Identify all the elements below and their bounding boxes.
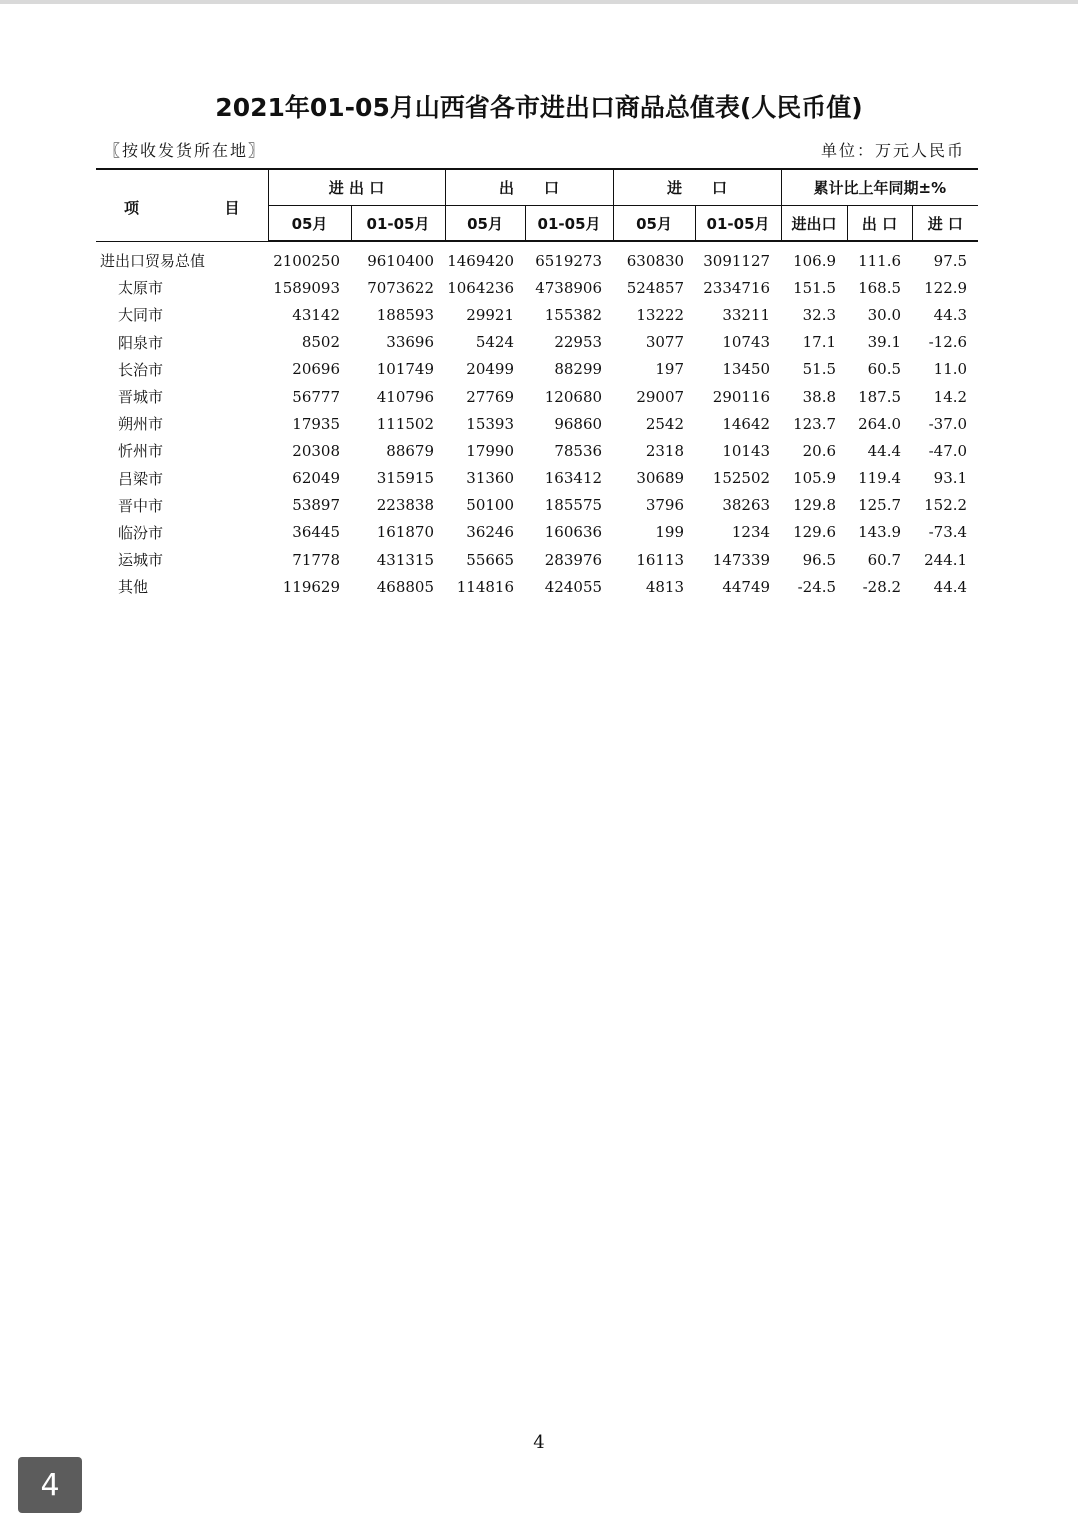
table-body (96, 241, 978, 600)
value-cell: 161870 (376, 523, 435, 542)
row-label: 阳泉市 (118, 333, 164, 352)
row-label: 晋城市 (118, 388, 164, 407)
item-column-header (96, 169, 268, 241)
value-cell: 32.3 (802, 305, 837, 324)
value-cell: 187.5 (858, 387, 902, 406)
subheader-cell: 01-05月 (525, 206, 613, 242)
value-cell: 223838 (376, 496, 435, 515)
value-cell: 53897 (292, 496, 340, 515)
value-cell: 43142 (292, 305, 340, 324)
group-header-total: 进 出 口 (268, 169, 445, 206)
value-cell: 4813 (645, 577, 685, 596)
value-cell: 60.5 (867, 360, 902, 379)
subheader-cell: 进出口 (781, 206, 847, 242)
value-cell: 27769 (466, 387, 515, 406)
item-label-mu: 目 (224, 199, 240, 217)
value-cell: 188593 (376, 305, 435, 324)
row-label: 进出口贸易总值 (100, 251, 206, 270)
value-cell: 50100 (466, 496, 515, 515)
value-cell: 2334716 (703, 278, 771, 297)
value-cell: 152.2 (924, 496, 968, 515)
value-cell: 1234 (731, 523, 771, 542)
subheader-cell: 05月 (268, 206, 351, 242)
value-cell: 151.5 (793, 278, 837, 297)
value-cell: 44.4 (867, 441, 902, 460)
value-cell: 17935 (292, 414, 340, 433)
value-cell: 6519273 (535, 251, 603, 270)
value-cell: 123.7 (793, 414, 837, 433)
table-row (96, 383, 978, 410)
value-cell: 38263 (722, 496, 771, 515)
value-cell: 78536 (554, 441, 603, 460)
value-cell: -73.4 (928, 523, 968, 542)
group-header-export: 出 口 (445, 169, 613, 206)
page-badge[interactable]: 4 (18, 1457, 82, 1513)
value-cell: 2318 (645, 441, 685, 460)
value-cell: 62049 (292, 469, 340, 488)
value-cell: 97.5 (933, 251, 968, 270)
page-title: 2021年01-05月山西省各市进出口商品总值表(人民币值) (215, 93, 863, 122)
subtitle-basis: 〖按收发货所在地〗 (104, 141, 267, 160)
value-cell: -12.6 (928, 333, 968, 352)
value-cell: 20696 (292, 360, 340, 379)
value-cell: 33211 (722, 305, 771, 324)
value-cell: 7073622 (367, 278, 435, 297)
value-cell: 129.6 (793, 523, 837, 542)
value-cell: -47.0 (928, 441, 968, 460)
value-cell: 431315 (376, 550, 435, 569)
value-cell: 71778 (292, 550, 340, 569)
trade-value-table (96, 168, 978, 600)
table-row (96, 274, 978, 301)
value-cell: 106.9 (793, 251, 837, 270)
value-cell: 44749 (722, 577, 771, 596)
subheader-cell: 进 口 (912, 206, 978, 242)
table-row (96, 465, 978, 492)
value-cell: 4738906 (535, 278, 603, 297)
top-edge-line (0, 0, 1078, 4)
row-label: 晋中市 (118, 496, 164, 515)
value-cell: 30689 (636, 469, 685, 488)
table-row (96, 546, 978, 573)
value-cell: 17.1 (802, 333, 837, 352)
value-cell: 2542 (645, 414, 685, 433)
value-cell: 55665 (466, 550, 515, 569)
value-cell: 36246 (466, 523, 515, 542)
value-cell: -28.2 (862, 577, 902, 596)
value-cell: 244.1 (924, 550, 968, 569)
value-cell: 17990 (466, 441, 515, 460)
value-cell: 199 (655, 523, 685, 542)
value-cell: 10143 (722, 441, 771, 460)
subtitle-unit: 单位：万元人民币 (820, 141, 965, 160)
value-cell: 10743 (722, 333, 771, 352)
value-cell: 119629 (282, 577, 340, 596)
subheader-cell: 出 口 (847, 206, 912, 242)
value-cell: 3077 (645, 333, 685, 352)
table-row (96, 410, 978, 437)
row-label: 其他 (118, 578, 149, 597)
value-cell: 197 (655, 360, 685, 379)
table-row (96, 437, 978, 464)
value-cell: 88679 (386, 441, 435, 460)
subheader-cell: 05月 (613, 206, 695, 242)
group-header-import: 进 口 (613, 169, 781, 206)
value-cell: 14.2 (933, 387, 968, 406)
value-cell: 264.0 (858, 414, 902, 433)
table-row (96, 492, 978, 519)
value-cell: 51.5 (802, 360, 837, 379)
item-label-xiang: 项 (124, 199, 140, 217)
value-cell: 44.4 (933, 577, 968, 596)
row-label: 吕梁市 (118, 469, 164, 488)
table-row (96, 301, 978, 328)
subheader-cell: 01-05月 (695, 206, 781, 242)
value-cell: 29007 (636, 387, 685, 406)
value-cell: 283976 (544, 550, 603, 569)
value-cell: 468805 (376, 577, 435, 596)
value-cell: 14642 (722, 414, 771, 433)
value-cell: 15393 (466, 414, 515, 433)
row-label: 大同市 (118, 306, 164, 325)
value-cell: -37.0 (928, 414, 968, 433)
value-cell: 143.9 (858, 523, 902, 542)
row-label: 临汾市 (118, 523, 164, 542)
value-cell: 160636 (544, 523, 603, 542)
value-cell: 111502 (376, 414, 435, 433)
value-cell: 152502 (712, 469, 771, 488)
value-cell: 88299 (554, 360, 603, 379)
value-cell: 9610400 (367, 251, 435, 270)
page-number: 4 (533, 1432, 545, 1453)
value-cell: 60.7 (867, 550, 902, 569)
value-cell: 33696 (386, 333, 435, 352)
value-cell: 168.5 (858, 278, 902, 297)
value-cell: 1064236 (447, 278, 515, 297)
table-row (96, 241, 978, 274)
value-cell: 11.0 (933, 360, 968, 379)
value-cell: 410796 (376, 387, 435, 406)
value-cell: 111.6 (858, 251, 902, 270)
value-cell: 20308 (292, 441, 340, 460)
value-cell: 155382 (544, 305, 603, 324)
value-cell: 5424 (475, 333, 515, 352)
value-cell: 44.3 (933, 305, 968, 324)
value-cell: 29921 (466, 305, 515, 324)
value-cell: 56777 (292, 387, 340, 406)
value-cell: 96.5 (802, 550, 837, 569)
row-label: 忻州市 (118, 442, 164, 461)
value-cell: 20499 (466, 360, 515, 379)
value-cell: 8502 (301, 333, 340, 352)
table-row (96, 573, 978, 600)
value-cell: 105.9 (793, 469, 837, 488)
row-label: 长治市 (118, 360, 164, 379)
value-cell: 119.4 (858, 469, 902, 488)
table-row (96, 329, 978, 356)
group-header-yoy: 累计比上年同期±% (781, 169, 978, 206)
value-cell: 1469420 (447, 251, 515, 270)
value-cell: 3796 (645, 496, 685, 515)
row-label: 太原市 (118, 279, 164, 298)
value-cell: 13222 (636, 305, 685, 324)
value-cell: 96860 (554, 414, 603, 433)
value-cell: 185575 (544, 496, 603, 515)
value-cell: 2100250 (273, 251, 340, 270)
value-cell: 13450 (722, 360, 771, 379)
value-cell: 38.8 (802, 387, 837, 406)
value-cell: 290116 (712, 387, 771, 406)
value-cell: -24.5 (797, 577, 837, 596)
value-cell: 3091127 (703, 251, 771, 270)
value-cell: 630830 (626, 251, 685, 270)
subheader-cell: 05月 (445, 206, 525, 242)
value-cell: 93.1 (933, 469, 968, 488)
table-row (96, 356, 978, 383)
value-cell: 147339 (712, 550, 771, 569)
value-cell: 114816 (456, 577, 515, 596)
row-label: 朔州市 (118, 415, 164, 434)
subheader-cell: 01-05月 (351, 206, 445, 242)
value-cell: 31360 (466, 469, 515, 488)
value-cell: 36445 (292, 523, 340, 542)
value-cell: 125.7 (858, 496, 902, 515)
value-cell: 315915 (376, 469, 435, 488)
value-cell: 129.8 (793, 496, 837, 515)
value-cell: 22953 (554, 333, 603, 352)
value-cell: 20.6 (802, 441, 837, 460)
value-cell: 524857 (626, 278, 685, 297)
value-cell: 120680 (544, 387, 603, 406)
table-row (96, 519, 978, 546)
value-cell: 16113 (636, 550, 685, 569)
value-cell: 424055 (544, 577, 603, 596)
value-cell: 101749 (376, 360, 435, 379)
value-cell: 122.9 (924, 278, 968, 297)
value-cell: 39.1 (867, 333, 902, 352)
value-cell: 1589093 (273, 278, 340, 297)
value-cell: 30.0 (867, 305, 902, 324)
row-label: 运城市 (118, 551, 164, 570)
value-cell: 163412 (544, 469, 603, 488)
